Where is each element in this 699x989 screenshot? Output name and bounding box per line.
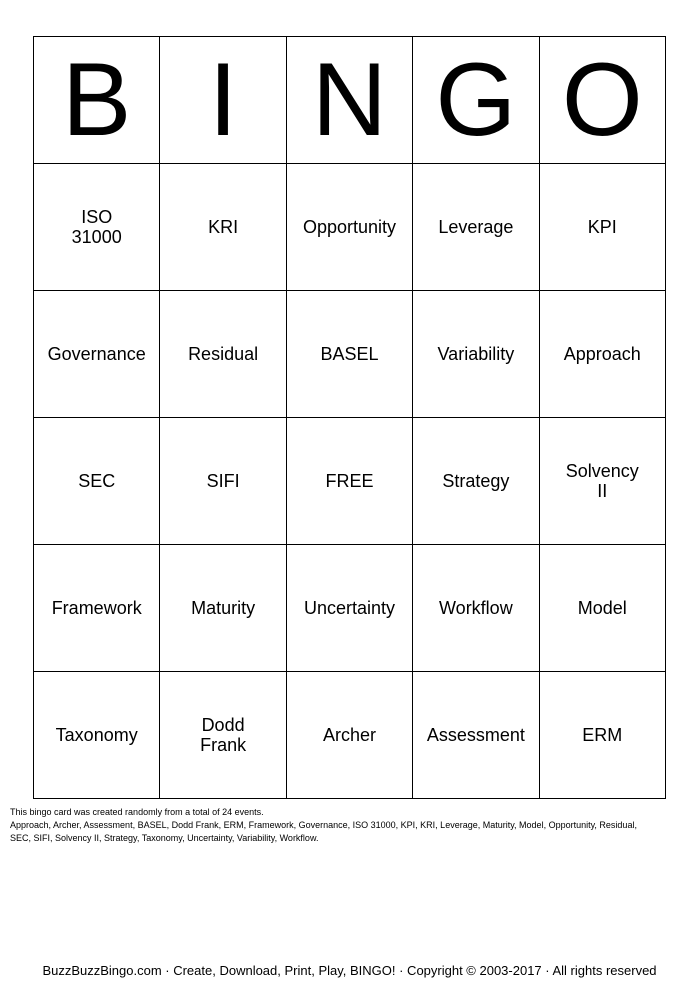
cell-text: Residual — [188, 344, 259, 364]
cell-text: SIFI — [206, 471, 240, 491]
card-cell — [413, 672, 539, 799]
card-cell — [413, 291, 539, 418]
header-letter-g: G — [413, 37, 539, 164]
card-cell — [160, 164, 286, 291]
card-cell — [160, 291, 286, 418]
header-letter-o: O — [539, 37, 665, 164]
card-cell — [286, 291, 412, 418]
card-cell — [34, 418, 160, 545]
cell-text: Workflow — [439, 598, 513, 618]
cell-text: Variability — [437, 344, 515, 364]
cell-text: SEC — [78, 471, 116, 491]
cell-text: Model — [577, 598, 627, 618]
cell-text: BASEL — [320, 344, 379, 364]
header-letter-n: N — [286, 37, 412, 164]
card-cell — [160, 672, 286, 799]
card-cell — [34, 672, 160, 799]
card-cell — [160, 418, 286, 545]
card-cell — [286, 672, 412, 799]
card-row-4 — [34, 545, 666, 672]
cell-text: Archer — [322, 725, 376, 745]
card-cell — [286, 545, 412, 672]
cell-text: Maturity — [191, 598, 256, 618]
cell-text: KPI — [587, 217, 617, 237]
card-cell — [539, 291, 665, 418]
card-cell — [160, 545, 286, 672]
card-cell — [539, 672, 665, 799]
card-row-5 — [34, 672, 666, 799]
info-line-events-cont: SEC, SIFI, Solvency II, Strategy, Taxonomy, Uncertainty, Variability, Workflow. — [10, 833, 319, 843]
header-letter-i: I — [160, 37, 286, 164]
card-cell — [413, 418, 539, 545]
cell-text: Governance — [47, 344, 146, 364]
cell-text: Leverage — [438, 217, 514, 237]
card-cell — [539, 545, 665, 672]
card-cell — [34, 164, 160, 291]
card-row-2 — [34, 291, 666, 418]
card-cell — [539, 418, 665, 545]
cell-text: Assessment — [426, 725, 525, 745]
info-line-total: This bingo card was created randomly from a total of 24 events. — [10, 807, 264, 817]
card-cell — [539, 164, 665, 291]
card-cell — [34, 291, 160, 418]
cell-text: Dodd Frank — [200, 715, 247, 755]
header-row — [34, 37, 666, 164]
cell-text: Opportunity — [302, 217, 396, 237]
bingo-card — [33, 36, 666, 799]
header-letter-b: B — [34, 37, 160, 164]
free-space-cell — [286, 418, 412, 545]
cell-text: Solvency II — [565, 461, 639, 501]
cell-text: Uncertainty — [303, 598, 395, 618]
card-cell — [413, 164, 539, 291]
cell-text: Framework — [51, 598, 142, 618]
cell-text: Approach — [563, 344, 641, 364]
cell-text: Taxonomy — [55, 725, 138, 745]
cell-text: ERM — [582, 725, 623, 745]
cell-text: KRI — [208, 217, 239, 237]
cell-text: ISO 31000 — [71, 207, 122, 247]
footer-text: BuzzBuzzBingo.com · Create, Download, Print, Play, BINGO! · Copyright © 2003-2017 · All rights reserved — [42, 963, 657, 978]
info-line-events: Approach, Archer, Assessment, BASEL, Dodd Frank, ERM, Framework, Governance, ISO 31000, KPI, KRI, Leverage, Maturity, Model, Opportunity, Residual, — [10, 820, 637, 830]
cell-text: FREE — [325, 471, 374, 491]
card-info — [10, 806, 690, 845]
card-cell — [413, 545, 539, 672]
card-row-3 — [34, 418, 666, 545]
cell-text: Strategy — [442, 471, 510, 491]
card-cell — [286, 164, 412, 291]
card-cell — [34, 545, 160, 672]
card-row-1 — [34, 164, 666, 291]
